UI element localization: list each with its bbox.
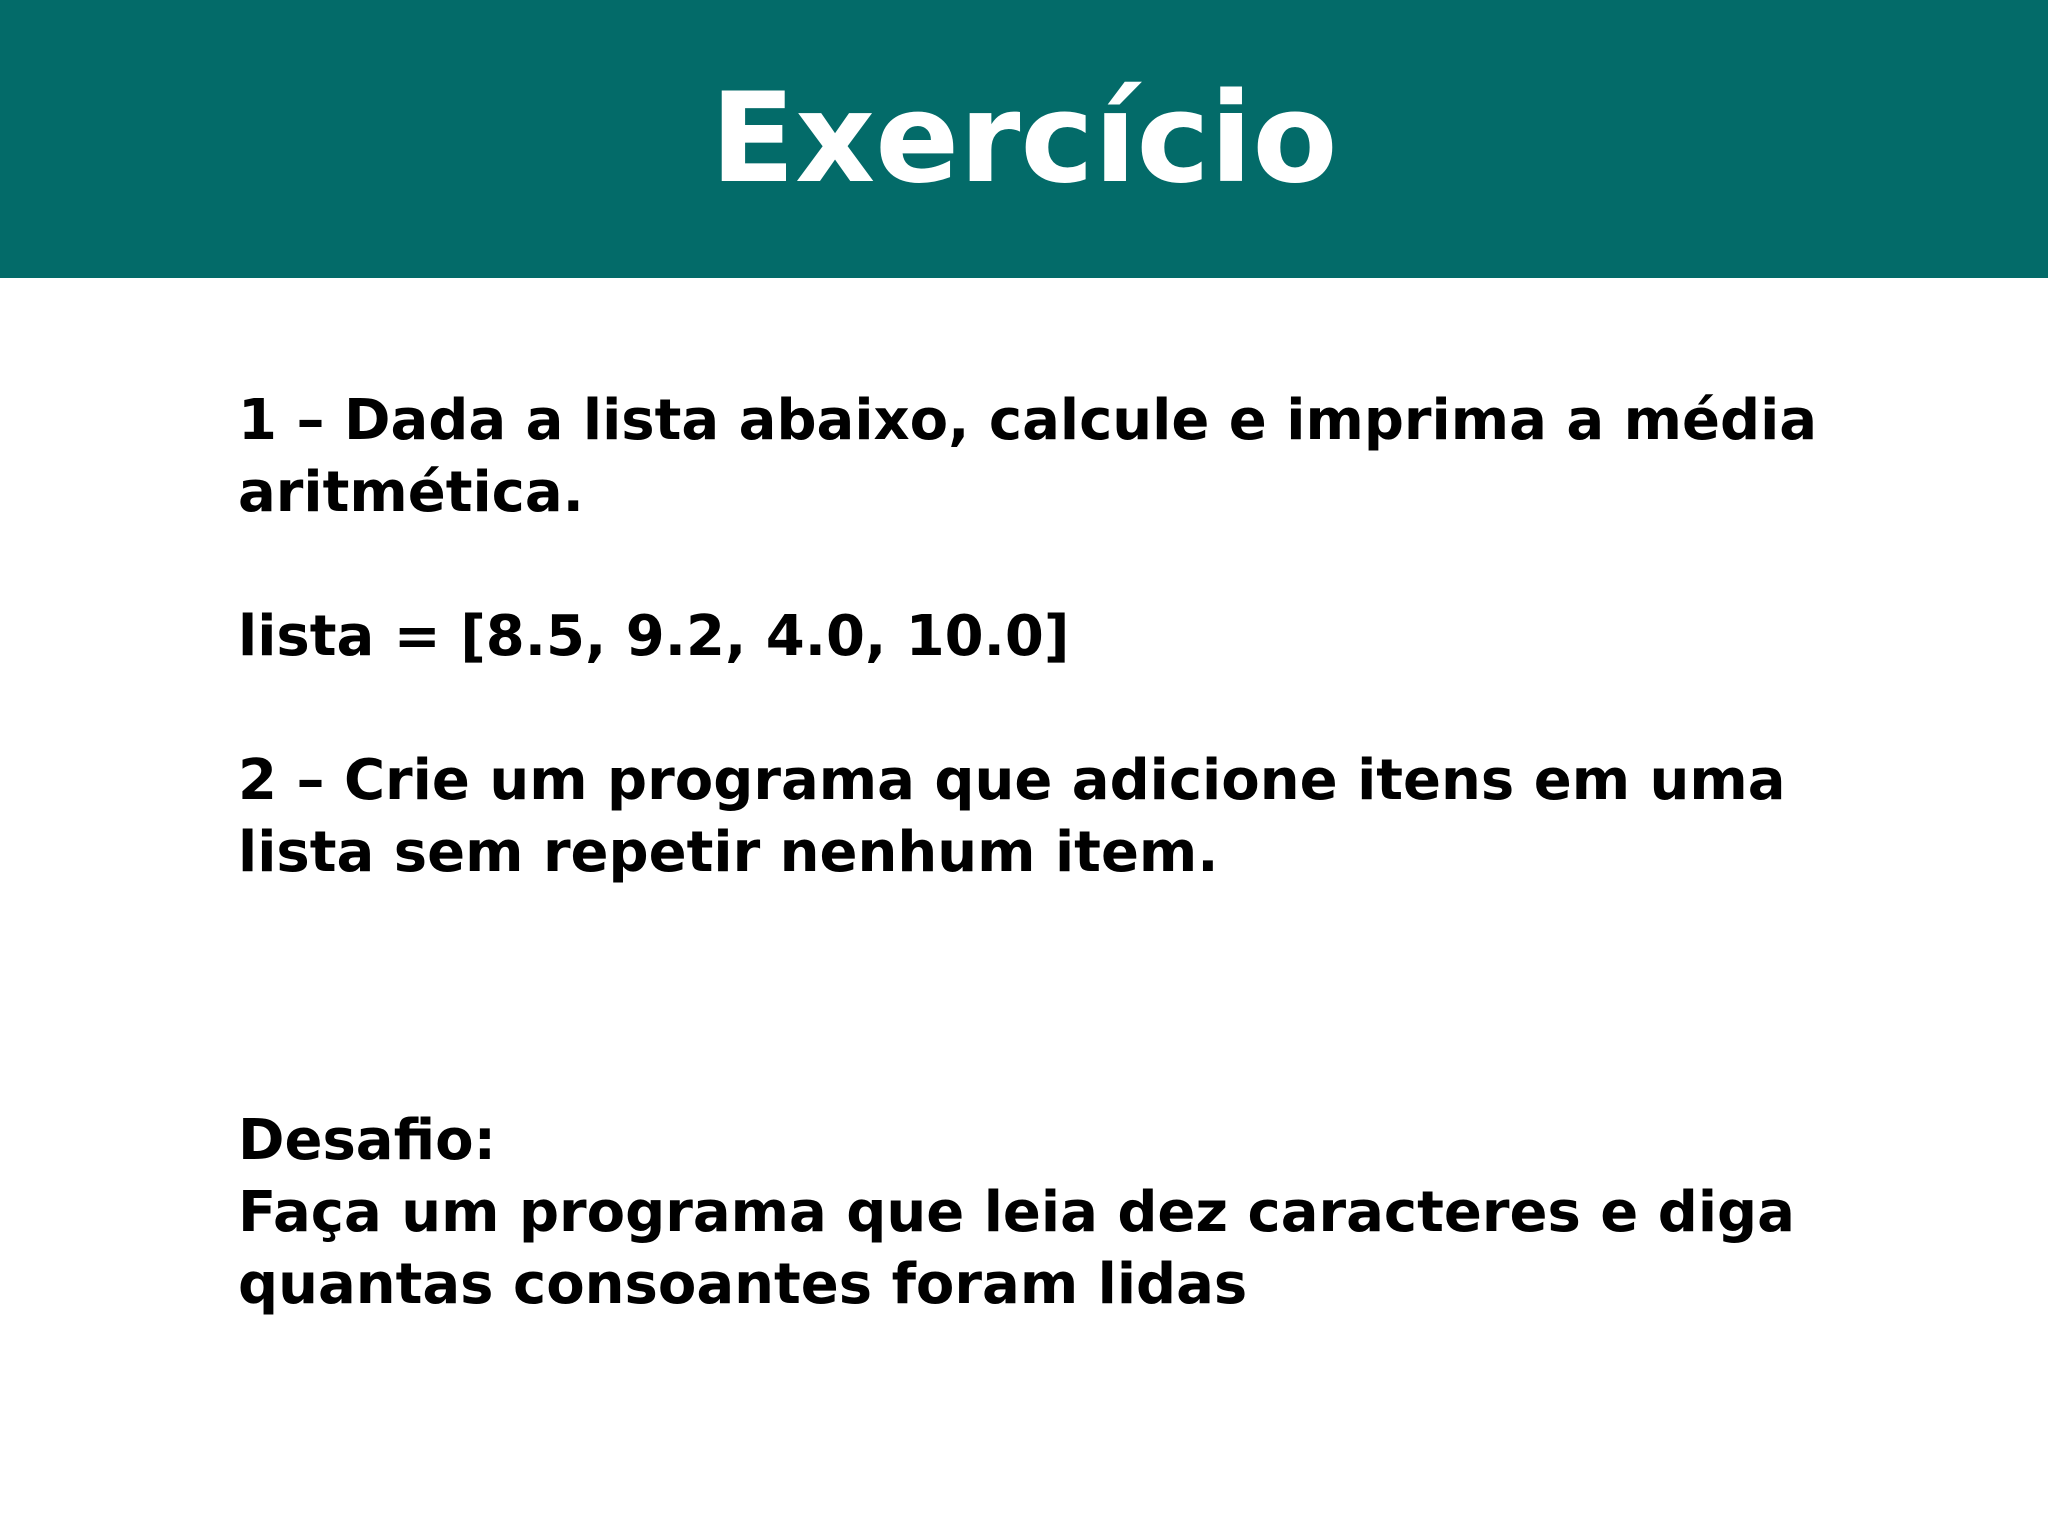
spacer — [238, 1033, 1938, 1105]
slide-content — [238, 385, 1938, 1321]
challenge-label: Desafio: — [238, 1108, 496, 1173]
spacer — [238, 529, 1938, 601]
exercise-2-line-1: 2 – Crie um programa que adicione itens em uma — [238, 748, 1786, 813]
spacer — [238, 961, 1938, 1033]
exercise-1-line-2: aritmética. — [238, 460, 584, 525]
exercise-2-line-2: lista sem repetir nenhum item. — [238, 820, 1219, 885]
header-bar — [0, 0, 2048, 278]
spacer — [238, 889, 1938, 961]
exercise-1-list-code: lista = [8.5, 9.2, 4.0, 10.0] — [238, 604, 1070, 669]
challenge-line-2: quantas consoantes foram lidas — [238, 1252, 1248, 1317]
slide-title: Exercício — [710, 67, 1338, 211]
exercise-1-line-1: 1 – Dada a lista abaixo, calcule e imprima a média — [238, 388, 1818, 453]
spacer — [238, 673, 1938, 745]
challenge-line-1: Faça um programa que leia dez caracteres e diga — [238, 1180, 1795, 1245]
